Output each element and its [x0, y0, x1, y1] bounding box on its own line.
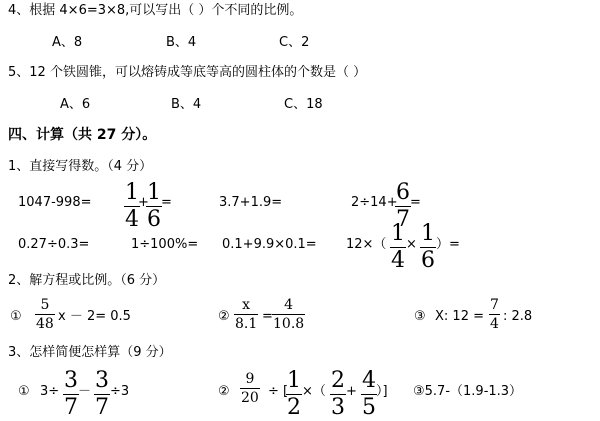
fraction-4-over-10.8: 4 10.8 — [273, 297, 305, 332]
calc-1-number: ① — [18, 384, 30, 399]
fraction-four-fifths: 4 5 — [362, 368, 376, 420]
fraction-one-half: 1 2 — [287, 368, 301, 420]
calc-12-times-open: 12×（ — [346, 237, 387, 252]
plus-sign: + — [346, 384, 357, 399]
calc-3.7-plus-1.9: 3.7+1.9= — [219, 195, 283, 210]
close-paren-bracket: ）] — [376, 384, 388, 399]
calc-0.27-div-0.3: 0.27÷0.3= — [18, 237, 90, 252]
calc-1-div-100-percent: 1÷100%= — [131, 237, 199, 252]
part-2-title: 2、解方程或比例。（6 分） — [8, 273, 166, 288]
equation-1-rest: x － 2= 0.5 — [58, 309, 131, 324]
question-4-text: 4、根据 4×6=3×8,可以写出（ ）个不同的比例。 — [8, 3, 303, 18]
fraction-9-over-20: 9 20 — [241, 371, 259, 406]
fraction-one-sixth: 1 6 — [147, 180, 161, 232]
equals-sign: = — [410, 195, 421, 210]
equation-2-number: ② — [218, 309, 230, 324]
close-paren-equals: ）= — [436, 237, 460, 252]
times-sign: × — [406, 237, 417, 252]
fraction-one-quarter: 1 4 — [391, 221, 405, 273]
plus-sign: + — [138, 195, 149, 210]
q4-option-a: A、8 — [52, 35, 83, 50]
question-5-text: 5、12 个铁圆锥，可以熔铸成等底等高的圆柱体的个数是（ ） — [8, 65, 367, 80]
equals-sign: = — [161, 195, 172, 210]
q5-option-c: C、18 — [284, 97, 323, 112]
fraction-3-sevenths: 3 7 — [64, 368, 78, 420]
fraction-six-sevenths: 6 7 — [396, 180, 410, 232]
q4-option-c: C、2 — [279, 35, 310, 50]
calc-2-div-14-plus: 2÷14+ — [351, 195, 398, 210]
q5-option-b: B、4 — [171, 97, 202, 112]
fraction-3-sevenths: 3 7 — [95, 368, 109, 420]
q4-option-b: B、4 — [166, 35, 197, 50]
equation-3-number: ③ — [414, 309, 426, 324]
fraction-5-over-48: 5 48 — [36, 297, 54, 332]
equation-1-number: ① — [10, 309, 22, 324]
section-4-heading: 四、计算（共 27 分）。 — [8, 127, 157, 143]
calc-1-prefix: 3÷ — [40, 384, 60, 399]
fraction-7-over-4: 7 4 — [490, 297, 499, 332]
equation-3-prefix: X: 12 = — [435, 309, 484, 324]
fraction-two-thirds: 2 3 — [331, 368, 345, 420]
part-1-title: 1、直接写得数。（4 分） — [8, 159, 153, 174]
times-open-paren: ×（ — [302, 384, 326, 399]
calc-3-expression: ③5.7-（1.9-1.3） — [413, 384, 523, 399]
fraction-one-sixth: 1 6 — [421, 221, 435, 273]
divide-bracket: ÷ [ — [268, 384, 289, 399]
equation-3-suffix: : 2.8 — [503, 309, 533, 324]
equals-sign: = — [262, 309, 273, 324]
calc-1-suffix: ÷3 — [110, 384, 130, 399]
calc-0.1-plus-9.9-times-0.1: 0.1+9.9×0.1= — [222, 237, 317, 252]
calc-2-number: ② — [218, 384, 230, 399]
minus-sign: － — [78, 384, 92, 399]
calc-1047-998: 1047-998= — [18, 195, 92, 210]
fraction-x-over-8.1: x 8.1 — [235, 297, 258, 332]
fraction-one-quarter: 1 4 — [125, 180, 139, 232]
q5-option-a: A、6 — [60, 97, 91, 112]
part-3-title: 3、怎样简便怎样算（9 分） — [8, 345, 172, 360]
